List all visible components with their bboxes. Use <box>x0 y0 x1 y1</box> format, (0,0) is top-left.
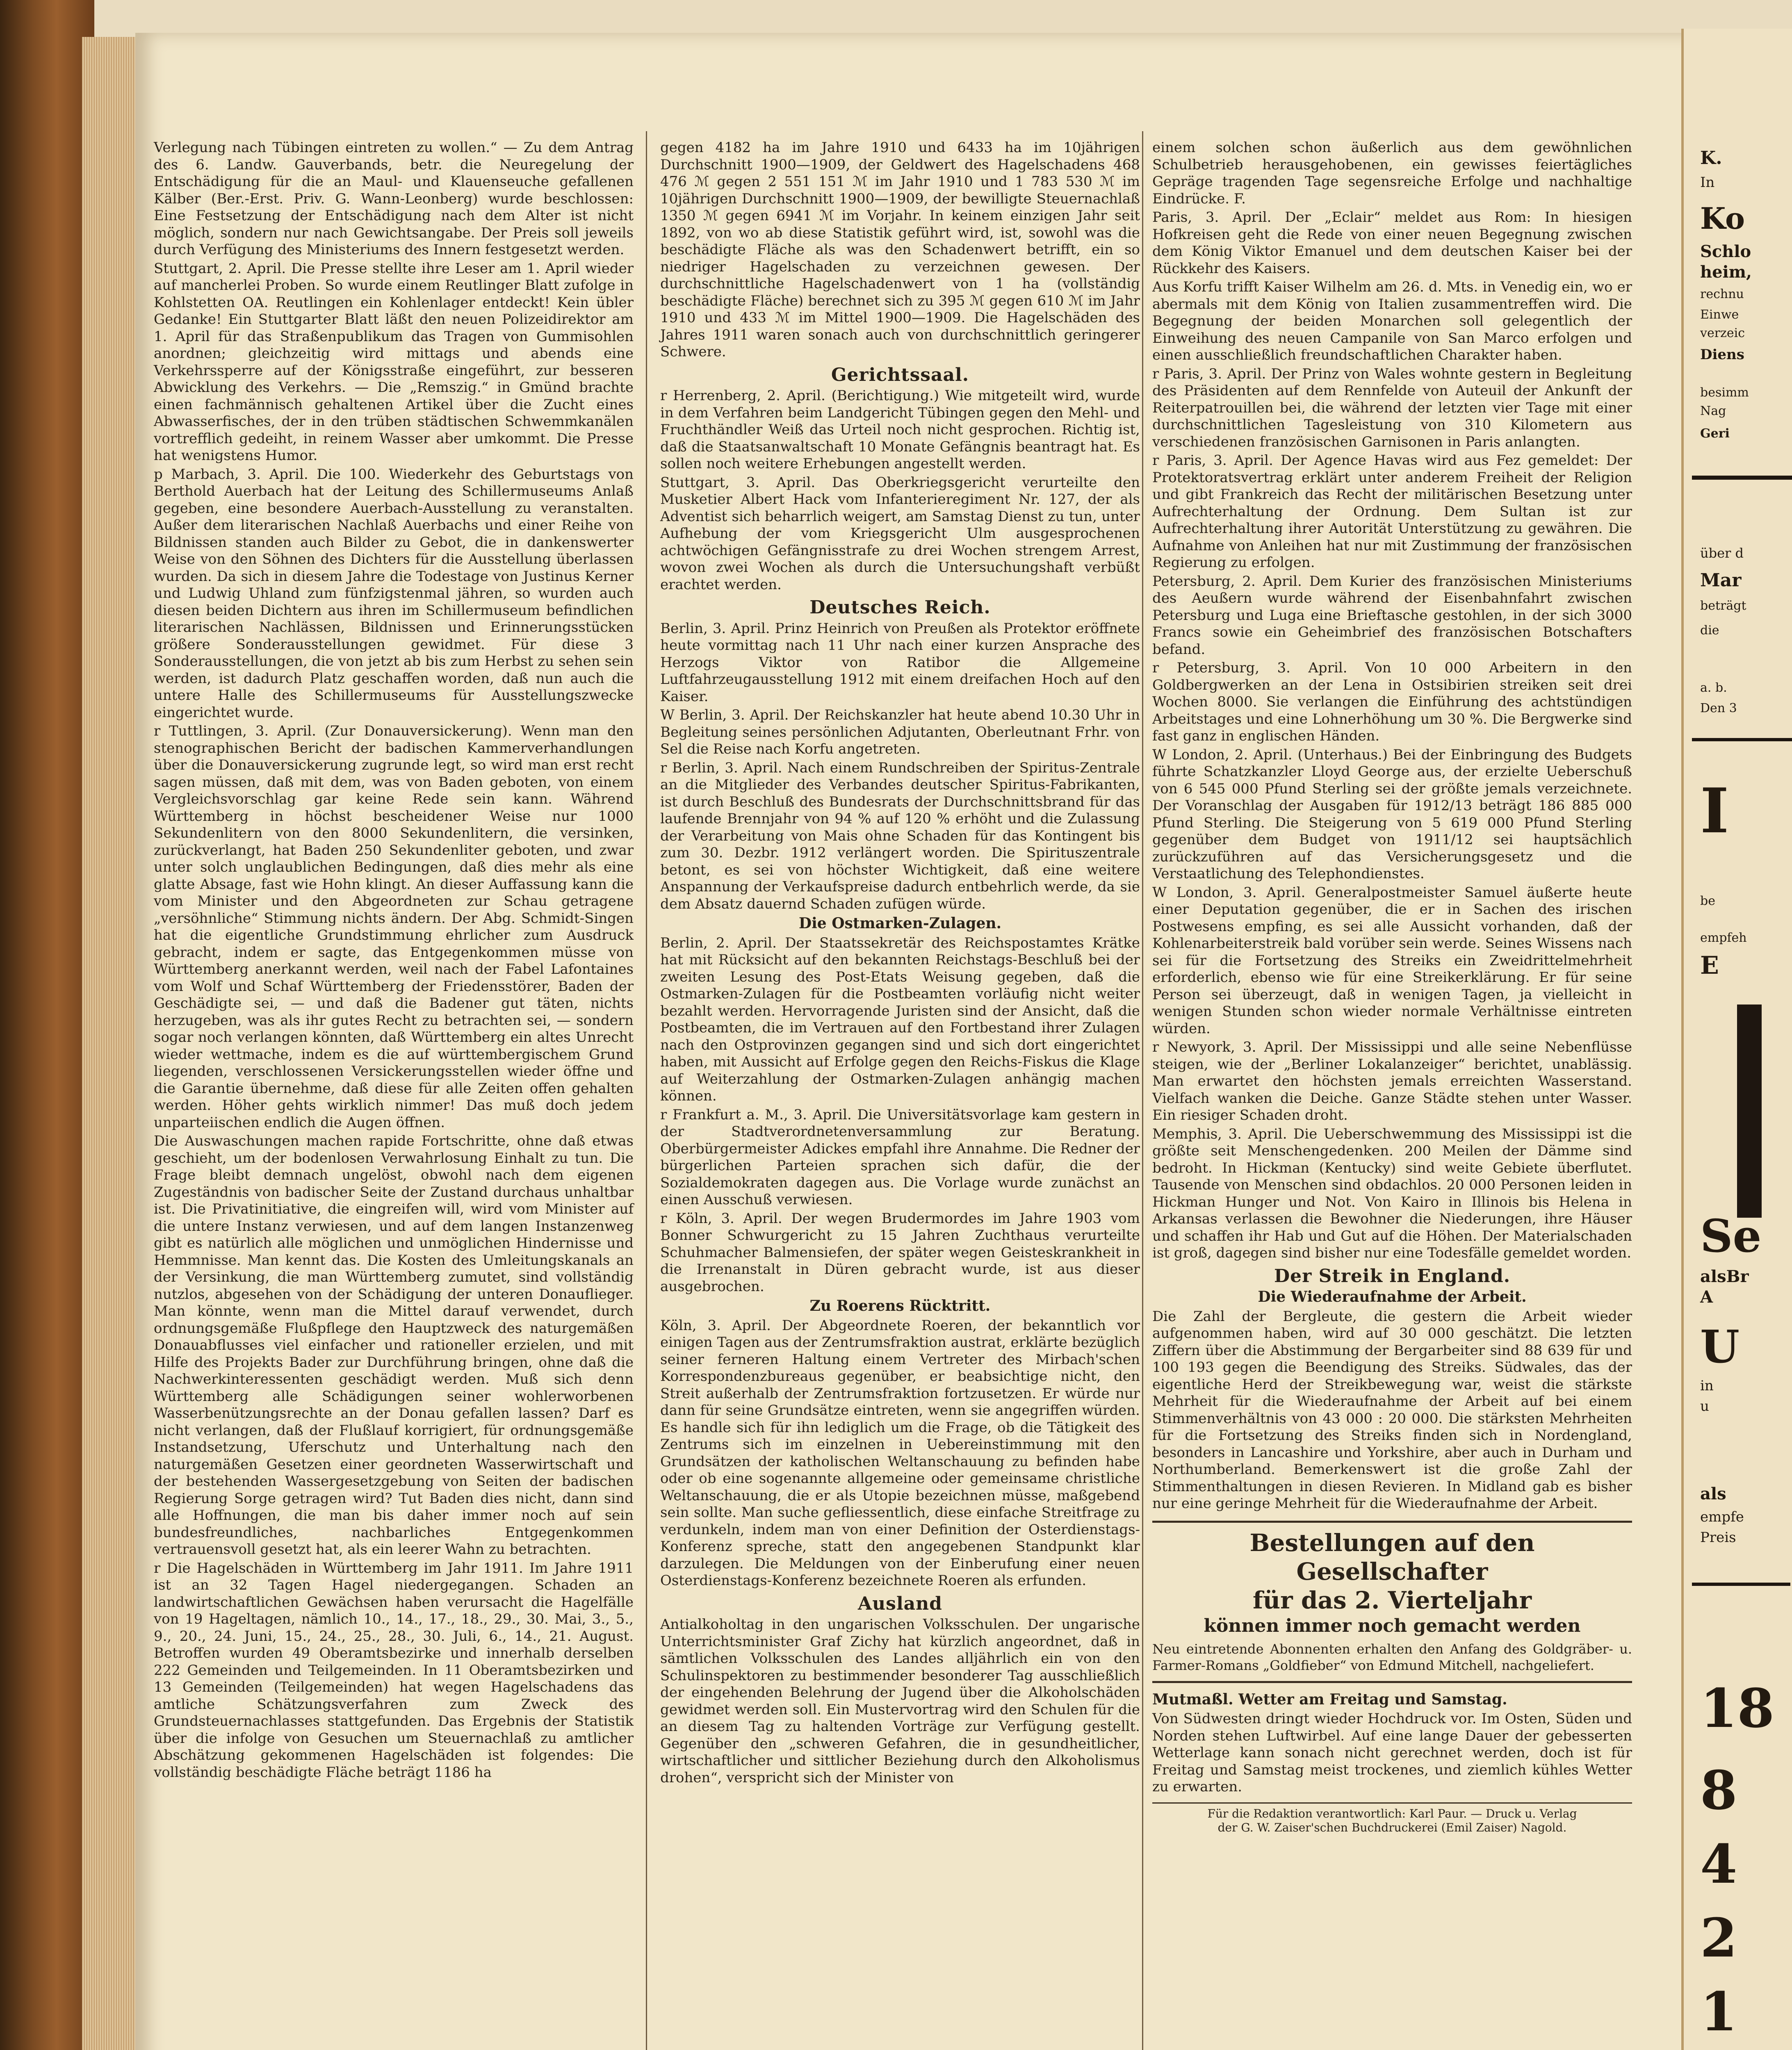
article-paragraph: r Paris, 3. April. Der Prinz von Wales wohnte gestern in Begleitung des Präsidenten auf dem Rennfelde von Auteuil der Ankunft der Reiterpatrouillen bei, die während der letzten vier Tage mit einer durchschnittlichen Tagesleistung von 310 Kilometern aus verschiedenen französischen Garnisonen in Paris anlangten. <box>1152 365 1632 450</box>
book-binding <box>0 0 94 2050</box>
weather-text: Von Südwesten dringt wieder Hochdruck vor. Im Osten, Süden und Norden stehen Luftwirbel. Auf eine lange Dauer der gebesserten Wetterlage kann sonach nicht gerechnet werden, doch ist für Freitag und Samstag meist trockenes, und ziemlich kühles Wetter zu erwarten. <box>1152 1711 1632 1795</box>
edge-text: In <box>1700 174 1715 191</box>
edge-text: die <box>1700 623 1719 638</box>
edge-text: alsBr <box>1700 1267 1749 1286</box>
edge-text: u <box>1700 1398 1709 1414</box>
article-paragraph: r Berlin, 3. April. Nach einem Rundschreiben der Spiritus-Zentrale an die Mitglieder des Verbandes deutscher Spiritus-Fabrikanten, ist durch Beschluß des Bundesrats der Durchschnittsbrand für das laufende Brennjahr von 94 % auf 120 % erhöht und die Zulassung der Verarbeitung von Mais ohne Schaden für das Kontingent bis zum 30. Dezbr. 1912 verlängert worden. Die Spirituszentrale betont, es sei von höchster Wichtigkeit, daß eine weitere Anspannung der Verkaufspreise dadurch entbehrlich werde, da sie dem Absatz dauernd Schaden zufügen würde. <box>660 759 1140 912</box>
edge-text: 4 <box>1700 1833 1737 1895</box>
article-paragraph: r Köln, 3. April. Der wegen Brudermordes im Jahre 1903 vom Bonner Schwurgericht zu 15 Jahren Zuchthaus verurteilte Schuhmacher Balmensiefen, der später wegen Geisteskrankheit in die Irrenanstalt in Düren gebracht wurde, ist aus dieser ausgebrochen. <box>660 1210 1140 1295</box>
article-paragraph: Petersburg, 2. April. Dem Kurier des französischen Ministeriums des Aeußern wurde während der Eisenbahnfahrt zwischen Petersburg und Luga eine Brieftasche gestohlen, in der sich 3000 Francs sowie ein Geheimbrief des französischen Botschafters befand. <box>1152 573 1632 658</box>
weather-heading: Mutmaßl. Wetter am Freitag und Samstag. <box>1152 1690 1507 1708</box>
edge-text: Schlo <box>1700 242 1751 261</box>
article-paragraph: Paris, 3. April. Der „Eclair“ meldet aus Rom: In hiesigen Hofkreisen geht die Rede von einer neuen Begegnung zwischen dem König Viktor Emanuel und dem deutschen Kaiser bei der Rückkehr des Kaisers. <box>1152 209 1632 277</box>
notice-line-3: können immer noch gemacht werden <box>1204 1615 1581 1636</box>
notice-line-4: Neu eintretende Abonnenten erhalten den Anfang des Goldgräber- u. Farmer-Romans „Goldfieber“ von Edmund Mitchell, nachgeliefert. <box>1152 1641 1632 1673</box>
edge-text: Se <box>1700 1210 1762 1262</box>
subheading-ostmarken: Die Ostmarken-Zulagen. <box>798 915 1002 932</box>
section-heading-gerichtssaal: Gerichtssaal. <box>831 364 969 385</box>
edge-text: E <box>1700 951 1719 980</box>
article-paragraph: r Tuttlingen, 3. April. (Zur Donauversickerung). Wenn man den stenographischen Bericht der badischen Kammerverhandlungen über die Donauversickerung zugrunde legt, so wird man erst recht sagen müssen, daß mit dem, was von Baden geboten, von einem Vergleichsvorschlag gar keine Rede sein kann. Während Württemberg in höchst bescheidener Weise nur 1000 Sekundenlitern von den 8000 Sekundenlitern, die versinken, zurückverlangt, hat Baden 250 Sekundenliter geboten, und zwar unter solch unglaublichen Bedingungen, daß dies mehr als eine glatte Absage, fast wie Hohn klingt. An dieser Auffassung kann die vom Minister und den Abgeordneten zur Schau getragene „versöhnliche“ Stimmung nichts ändern. Der Abg. Schmidt-Singen hat die eigentliche Grundstimmung ehrlicher zum Ausdruck gebracht, indem er sagte, das Entgegenkommen müsse von Württemberg anerkannt werden, weil nach der Fabel Lafontaines vom Wolf und Schaf Württemberg der Friedensstörer, Baden der Geschädigte sei, — und daß die Badener gut täten, nichts herzugeben, was als ihr gutes Recht zu betrachten sei, — sondern sogar noch verlangen könnten, daß Württemberg ein altes Unrecht wieder wettmache, indem es die auf württembergischem Grund liegenden, verschlossenen Versickerungsstellen wieder öffne und die Garantie übernehme, daß diese für alle Zeiten offen gehalten werden. Höher gehts wirklich nimmer! Das muß doch jedem unparteiischen endlich die Augen öffnen. <box>154 723 634 1131</box>
edge-text: K. <box>1700 148 1722 169</box>
notice-line-2: für das 2. Vierteljahr <box>1252 1586 1532 1614</box>
edge-text: rechnu <box>1700 287 1744 301</box>
edge-text: Einwe <box>1700 308 1739 322</box>
edge-text: empfeh <box>1700 931 1747 945</box>
edge-text: in <box>1700 1378 1714 1394</box>
article-paragraph: r Die Hagelschäden in Württemberg im Jahr 1911. Im Jahre 1911 ist an 32 Tagen Hagel niedergegangen. Schaden an landwirtschaftlichen Gewächsen haben verursacht die Hagelfälle von 19 Hageltagen, nämlich 10., 14., 17., 18., 29., 30. Mai, 3., 5., 9., 20., 24. Juni, 15., 24., 25., 28., 30. Juli, 6., 14., 21. August. Betroffen wurden 49 Oberamtsbezirke und innerhalb derselben 222 Gemeinden und Teilgemeinden. In 11 Oberamtsbezirken und 13 Gemeinden (Teilgemeinden) hat wegen Hagelschadens das amtliche Schätzungsverfahren zum Zweck des Grundsteuernachlasses stattgefunden. Das Ergebnis der Statistik über die infolge von Gesuchen um Steuernachlaß zu amtlicher Abschätzung gekommenen Hagelschäden ist folgendes: Die vollständig beschädigte Fläche beträgt 1186 ha <box>154 1560 634 1781</box>
facing-page-edge <box>1681 29 1792 2050</box>
edge-text: Mar <box>1700 570 1742 591</box>
subheading-streik: Die Wiederaufnahme der Arbeit. <box>1258 1288 1527 1305</box>
article-paragraph: W Berlin, 3. April. Der Reichskanzler hat heute abend 10.30 Uhr in Begleitung seines persönlichen Adjutanten, Oberleutnant Frhr. von Sel die Reise nach Korfu angetreten. <box>660 707 1140 757</box>
notice-line-1: Bestellungen auf den Gesellschafter <box>1249 1528 1535 1585</box>
edge-text: empfe <box>1700 1509 1744 1525</box>
column-1 <box>154 139 634 1783</box>
article-paragraph: Aus Korfu trifft Kaiser Wilhelm am 26. d. Mts. in Venedig ein, wo er abermals mit dem König von Italien zusammentreffen wird. Die Begegnung der beiden Monarchen soll gelegentlich der Einweihung des neuen Campanile von San Marco erfolgen und einen ausschließlich freundschaftlichen Charakter haben. <box>1152 279 1632 363</box>
edge-text: I <box>1700 775 1729 847</box>
imprint <box>1152 1802 1632 1835</box>
separator-rule <box>1692 1583 1790 1586</box>
article-paragraph: Die Auswaschungen machen rapide Fortschritte, ohne daß etwas geschieht, um der bodenlosen Verwahrlosung Einhalt zu tun. Die Frage bleibt demnach ungelöst, obwohl nach dem eigenen Zugeständnis von badischer Seite der Zustand durchaus unhaltbar ist. Die Privatinitiative, die eingreifen will, wird vom Minister auf die untere Instanz verwiesen, und auf dem langen Instanzenweg gibt es natürlich alle möglichen und unmöglichen Hindernisse und Hemmnisse. Man kennt das. Die Kosten des Umleitungskanals an der Versinkung, die man Württemberg zumutet, sind vollständig nutzlos, abgesehen von der Schädigung der unteren Donauflieger. Man könnte, wenn man die Mittel darauf verwendet, durch ordnungsgemäße Flußpflege den Hauptzweck des naturgemäßen Donauabflusses viel einfacher und rationeller erzielen, und mit Hilfe des Projekts Bader zur Durchführung bringen, ohne daß die Nachwerkinteressenten geschädigt werden. Muß sich denn Württemberg alle Schädigungen seiner wohlerworbenen Wasserbenützungsrechte an der Donau gefallen lassen? Darf es nicht verlangen, daß der Flußlauf korrigiert, für ordnungsgemäße Instandsetzung, Uferschutz und Unterhaltung nach den naturgemäßen Gesetzen einer geordneten Wasserwirtschaft und der bestehenden Wassergesetzgebung von Seiten der badischen Regierung Sorge getragen wird? Tut Baden dies nicht, dann sind alle Hoffnungen, die man bis daher immer noch auf sein bundesfreundliches, nachbarliches Entgegenkommen vertrauensvoll gesetzt hat, als ein leerer Wahn zu betrachten. <box>154 1133 634 1558</box>
article-paragraph: r Paris, 3. April. Der Agence Havas wird aus Fez gemeldet: Der Protektoratsvertrag erklärt unter anderem Freiheit der Religion und gibt Frankreich das Recht der militärischen Besetzung unter Aufrechterhaltung der Ordnung. Dem Sultan ist zur Aufrechterhaltung ihrer Autorität Unterstützung zu gewähren. Die Aufnahme von Anleihen hat nur mit Zustimmung der französischen Regierung zu erfolgen. <box>1152 452 1632 571</box>
edge-text: besimm <box>1700 385 1749 400</box>
separator-rule <box>1692 738 1792 741</box>
article-paragraph: gegen 4182 ha im Jahre 1910 und 6433 ha im 10jährigen Durchschnitt 1900—1909, der Geldwert des Hagelschadens 468 476 ℳ gegen 2 551 151 ℳ im Jahr 1910 und 1 783 530 ℳ im 10jährigen Durchschnitt 1900—1909, der bewilligte Steuernachlaß 1350 ℳ gegen 6941 ℳ im Vorjahr. In keinem einzigen Jahr seit 1892, von wo ab diese Statistik geführt wird, ist, sowohl was die beschädigte Fläche als was den Schadenwert betrifft, ein so niedriger Hagelschaden zu verzeichnen gewesen. Der durchschnittliche Hagelschadenwert von 1 ha (vollständig beschädigte Fläche) berechnet sich zu 395 ℳ gegen 610 ℳ im Jahr 1910 und 433 ℳ im Mittel 1900—1909. Die Hagelschäden des Jahres 1911 waren sonach auch von durchschnittlich geringerer Schwere. <box>660 139 1140 360</box>
article-paragraph: p Marbach, 3. April. Die 100. Wiederkehr des Geburtstags von Berthold Auerbach hat der Leitung des Schillermuseums Anlaß gegeben, eine besondere Auerbach-Ausstellung zu veranstalten. Außer dem literarischen Nachlaß Auerbachs und einer Reihe von Bildnissen standen auch Bilder zu Gebot, die in dankenswerter Weise von den Söhnen des Dichters für die Ausstellung überlassen wurden. Da sich in diesem Jahre die Todestage von Justinus Kerner und Ludwig Uhland zum fünfzigstenmal jähren, so wurden auch diesen beiden Dichtern aus ihren im Schillermuseum befindlichen literarischen Nachlässen, Bildnissen und Erinnerungsstücken größere Sonderausstellungen gewidmet. Für diese 3 Sonderausstellungen, die von jetzt ab bis zum Herbst zu sehen sein werden, ist dadurch Platz geschaffen worden, daß nun auch die untere Halle des Schillermuseums für Ausstellungszwecke eingerichtet wurde. <box>154 466 634 721</box>
article-paragraph: Berlin, 3. April. Prinz Heinrich von Preußen als Protektor eröffnete heute vormittag nach 11 Uhr nach einer kurzen Ansprache des Herzogs Viktor von Ratibor die Allgemeine Luftfahrzeugausstellung 1912 mit einem dreifachen Hoch auf den Kaiser. <box>660 620 1140 705</box>
edge-text: 2 <box>1700 1906 1737 1969</box>
edge-text: heim, <box>1700 262 1752 282</box>
column-3 <box>1152 139 1632 1835</box>
article-paragraph: r Petersburg, 3. April. Von 10 000 Arbeitern in den Goldbergwerken an der Lena in Ostsibirien streiken seit drei Wochen 8000. Sie verlangen die Einführung des achtstündigen Arbeitstages und eine Lohnerhöhung um 30 %. Die Bergwerke sind fast ganz in englischen Händen. <box>1152 660 1632 744</box>
edge-text: Ko <box>1700 201 1745 236</box>
column-rule-1 <box>646 131 647 2050</box>
article-paragraph: Berlin, 2. April. Der Staatssekretär des Reichspostamtes Krätke hat mit Rücksicht auf den bekannten Reichstags-Beschluß bei der zweiten Lesung des Post-Etats Weisung gegeben, daß die Ostmarken-Zulagen für die Postbeamten vorläufig nicht weiter bezahlt werden. Hervorragende Juristen sind der Ansicht, daß die Postbeamten, die im Vertrauen auf den Fortbestand ihrer Zulagen nach den Ostprovinzen gegangen sind und sich dort eingerichtet haben, mit Aussicht auf Erfolge gegen den Reichs-Fiskus die Klage auf Weiterzahlung der Ostmarken-Zulagen anhängig machen können. <box>660 934 1140 1104</box>
column-2 <box>660 139 1140 1788</box>
article-paragraph: Stuttgart, 3. April. Das Oberkriegsgericht verurteilte den Musketier Albert Hack vom Infanterieregiment Nr. 127, der als Adventist sich beharrlich weigert, am Samstag Dienst zu tun, unter Aufhebung der vom Kriegsgericht Ulm ausgesprochenen achtwöchigen Gefängnisstrafe zu drei Wochen strengem Arrest, wovon zwei Wochen als durch die Untersuchungshaft verbüßt erachtet werden. <box>660 474 1140 593</box>
separator-rule <box>1692 476 1792 480</box>
edge-text: als <box>1700 1484 1726 1503</box>
article-paragraph: r Frankfurt a. M., 3. April. Die Universitätsvorlage kam gestern in der Stadtverordnetenversammlung zur Beratung. Oberbürgermeister Adickes empfahl ihre Annahme. Die Redner der bürgerlichen Parteien sprachen sich dafür, die der Sozialdemokraten dagegen aus. Die Vorlage wurde zunächst an einen Ausschuß verwiesen. <box>660 1106 1140 1208</box>
edge-text: verzeic <box>1700 326 1745 340</box>
edge-text: 1 <box>1700 1980 1737 2043</box>
column-rule-2 <box>1142 131 1143 2050</box>
edge-text: Preis <box>1700 1529 1736 1546</box>
article-paragraph: r Newyork, 3. April. Der Mississippi und alle seine Nebenflüsse steigen, wie der „Berliner Lokalanzeiger“ berichtet, unablässig. Man erwartet den höchsten jemals erreichten Wasserstand. Vielfach wanken die Deiche. Ganze Städte stehen unter Wasser. Ein riesiger Schaden droht. <box>1152 1039 1632 1123</box>
edge-text: Diens <box>1700 346 1744 363</box>
edge-text: Nag <box>1700 404 1726 418</box>
imprint-line-2: der G. W. Zaiser'schen Buchdruckerei (Emil Zaiser) Nagold. <box>1217 1820 1567 1834</box>
article-paragraph: W London, 2. April. (Unterhaus.) Bei der Einbringung des Budgets führte Schatzkanzler Lloyd George aus, der erzielte Ueberschuß von 6 545 000 Pfund Sterling sei der größte jemals verzeichnete. Der Voranschlag der Ausgaben für 1912/13 beträgt 186 885 000 Pfund Sterling. Die Steigerung von 5 619 000 Pfund Sterling gegenüber dem Budget von 1911/12 sei hauptsächlich zurückzuführen auf das Versicherungsgesetz und die Verstaatlichung des Telephondienstes. <box>1152 746 1632 882</box>
section-heading-streik: Der Streik in England. <box>1274 1265 1511 1287</box>
subscription-notice <box>1152 1521 1632 1683</box>
article-paragraph: Stuttgart, 2. April. Die Presse stellte ihre Leser am 1. April wieder auf mancherlei Proben. So wurde einem Reutlinger Blatt zufolge in Kohlstetten OA. Reutlingen ein Kohlenlager entdeckt! Kein übler Gedanke! Ein Stuttgarter Blatt läßt den neuen Polizeidirektor am 1. April für das Straßenpublikum das Tragen von Gummisohlen anordnen; gleichzeitig wird mittags und abends eine Verkehrssperre auf der Königsstraße eingeführt, zur besseren Abwicklung des Verkehrs. — Die „Remszig.“ in Gmünd brachte einen fachmännisch gehaltenen Artikel über die Zucht eines Abwasserfisches, der in den trüben städtischen Schwemmkanälen vortrefflich gedeiht, in reinem Wasser aber umkommt. Die Presse hat wenigstens Humor. <box>154 260 634 464</box>
article-paragraph: einem solchen schon äußerlich aus dem gewöhnlichen Schulbetrieb herausgehobenen, ein gewisses feiertägliches Gepräge tragenden Tage segensreiche Erfolge und nachhaltige Eindrücke. F. <box>1152 139 1632 207</box>
edge-text: 8 <box>1700 1759 1737 1822</box>
edge-text: über d <box>1700 545 1744 561</box>
article-paragraph: W London, 3. April. Generalpostmeister Samuel äußerte heute einer Deputation gegenüber, die er in Sachen des irischen Postwesens empfing, es sei alle Aussicht vorhanden, daß der Kohlenarbeiterstreik bald vorüber sein werde. Seines Wissens nach sei für die Fortsetzung des Streiks ein Zweidrittelmehrheit erforderlich, ebenso wie für eine Streikerklärung. Er für seine Person sei überzeugt, daß in wenigen Tagen, ja vielleicht in wenigen Stunden schon wieder normale Verhältnisse eintreten würden. <box>1152 884 1632 1037</box>
edge-text: U <box>1700 1320 1740 1373</box>
edge-text: A <box>1700 1287 1713 1307</box>
subheading-roeren: Zu Roerens Rücktritt. <box>809 1297 991 1314</box>
article-paragraph: Memphis, 3. April. Die Ueberschwemmung des Mississippi ist die größte seit Menschengedenken. 200 Meilen der Dämme sind bedroht. In Hickman (Kentucky) sind weite Gebiete überflutet. Tausende von Menschen sind obdachlos. 20 000 Personen leiden in Hickman Hunger und Not. Von Kairo in Illinois bis Helena in Arkansas verlassen die Bewohner die Niederungen, ihre Häuser und schaffen ihr Hab und Gut auf die Höhen. Der Materialschaden ist groß, dagegen sind bisher nur eine Todesfälle gemeldet worden. <box>1152 1125 1632 1261</box>
edge-text: Den 3 <box>1700 701 1737 715</box>
edge-text: Geri <box>1700 426 1730 441</box>
section-heading-reich: Deutsches Reich. <box>809 597 991 618</box>
article-paragraph: Verlegung nach Tübingen eintreten zu wollen.“ — Zu dem Antrag des 6. Landw. Gauverbands, betr. die Neuregelung der Entschädigung für die an Maul- und Klauenseuche gefallenen Kälber (Ber.-Erst. Priv. G. Wann-Leonberg) wurde beschlossen: Eine Festsetzung der Entschädigung nach dem Alter ist nicht möglich, sondern nur nach Gewichtsangabe. Der Preis soll jeweils durch Verfügung des Ministeriums des Innern festgesetzt werden. <box>154 139 634 258</box>
edge-text: 18 <box>1700 1677 1774 1740</box>
article-paragraph: r Herrenberg, 2. April. (Berichtigung.) Wie mitgeteilt wird, wurde in dem Verfahren beim Landgericht Tübingen gegen den Mehl- und Fruchthändler Weiß das Urteil noch nicht gesprochen. Richtig ist, daß die Staatsanwaltschaft 10 Monate Gefängnis beantragt hat. Es sollen noch weitere Erhebungen angestellt werden. <box>660 387 1140 472</box>
edge-text: beträgt <box>1700 599 1746 613</box>
article-paragraph: Antialkoholtag in den ungarischen Volksschulen. Der ungarische Unterrichtsminister Graf Zichy hat kürzlich angeordnet, daß in sämtlichen Volksschulen des Landes alljährlich ein von den Schulinspektoren zu bestimmender besonderer Tag ausschließlich der eingehenden Belehrung der Jugend über die Alkoholschäden gewidmet werden soll. Ein Mustervortrag wird den Schulen für die an diesem Tag zu haltenden Vorträge zur Verfügung gestellt. Gegenüber den „schweren Gefahren, die in gesundheitlicher, wirtschaftlicher und sittlicher Beziehung durch den Alkoholismus drohen“, verspricht sich der Minister von <box>660 1616 1140 1786</box>
imprint-line-1: Für die Redaktion verantwortlich: Karl Paur. — Druck u. Verlag <box>1207 1806 1577 1820</box>
edge-text: be <box>1700 894 1715 908</box>
section-heading-ausland: Ausland <box>858 1593 942 1614</box>
edge-text: a. b. <box>1700 681 1727 695</box>
article-paragraph: Köln, 3. April. Der Abgeordnete Roeren, der bekanntlich vor einigen Tagen aus der Zentrumsfraktion austrat, erklärte bezüglich seiner ferneren Haltung einem Vertreter des Mirbach'schen Korrespondenzbureaus gegenüber, er beabsichtige nicht, den Streit außerhalb der Zentrumsfraktion fortzusetzen. Er würde nur dann für seine Grundsätze eintreten, wenn sie angegriffen würden. Es handle sich für ihn lediglich um die Frage, ob die Tätigkeit des Zentrums sich im einzelnen in Uebereinstimmung mit den Grundsätzen der katholischen Weltanschauung zu befinden habe oder ob eine sogenannte allgemeine oder gemeinsame christliche Weltanschauung, die er als Utopie bezeichnen müsse, maßgebend sein sollte. Man suche gefliessentlich, diese einfache Streitfrage zu verdunkeln, indem man von einer Definition der Osterdienstags-Konferenz spreche, statt den angegebenen Standpunkt klar darzulegen. Die Meldungen von der Einberufung einer neuen Osterdienstags-Konferenz bezeichnete Roeren als erfunden. <box>660 1317 1140 1589</box>
article-paragraph: Die Zahl der Bergleute, die gestern die Arbeit wieder aufgenommen haben, wird auf 30 000 geschätzt. Die letzten Ziffern über die Abstimmung der Bergarbeiter sind 88 639 für und 100 193 gegen die Beendigung des Streiks. Südwales, das der eigentliche Herd der Streikbewegung war, weist die stärkste Mehrheit für die Wiederaufnahme der Arbeit auf bei einem Stimmenverhältnis von 43 000 : 20 000. Die stärksten Mehrheiten für die Fortsetzung des Streiks finden sich in Nordengland, besonders in Lancashire und Yorkshire, aber auch in Durham und Northumberland. Bemerkenswert ist die große Zahl der Stimmenthaltungen in diesen Revieren. In Midland gab es bisher nur eine geringe Mehrheit für die Wiederaufnahme der Arbeit. <box>1152 1308 1632 1512</box>
ornament-border <box>1737 1004 1762 1218</box>
